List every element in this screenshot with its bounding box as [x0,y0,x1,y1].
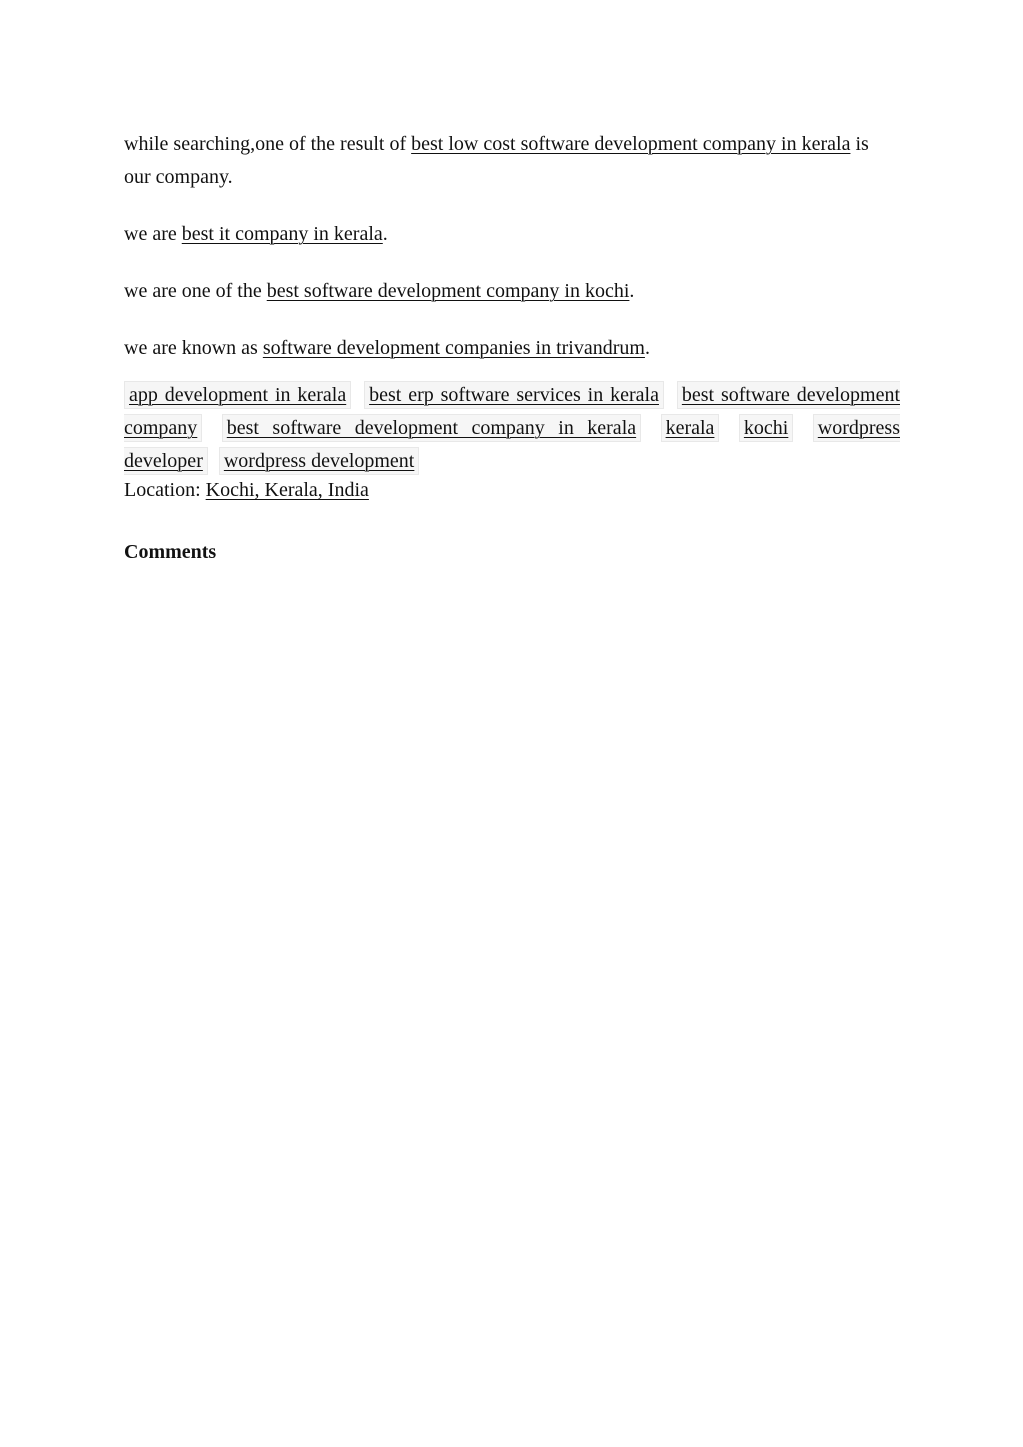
link-best-low-cost-software-development-company[interactable]: best low cost software development company in kerala [411,133,851,155]
tag-link[interactable]: kochi [739,414,793,442]
post-body [124,128,900,566]
paragraph-text: . [382,223,388,245]
paragraph-text: while searching,one of the result of [124,133,412,155]
tag-link[interactable]: best software development company [124,381,900,442]
paragraph-text: we are [124,223,182,245]
paragraph-1 [124,128,900,194]
location-link[interactable]: Kochi, Kerala, India [205,479,369,501]
tag-link[interactable]: best erp software services in kerala [364,381,664,409]
paragraph-2 [124,218,900,251]
tag-link[interactable]: app development in kerala [124,381,351,409]
link-software-development-companies-trivandrum[interactable]: software development companies in trivandrum [262,337,645,359]
tag-link[interactable]: best software development company in kerala [222,414,641,442]
paragraph-text: we are one of the [124,280,267,302]
post-location [124,478,900,502]
tag-link[interactable]: wordpress development [219,447,420,475]
paragraph-text: is our company. [124,133,869,188]
link-best-software-development-company-kochi[interactable]: best software development company in kochi [266,280,630,302]
paragraph-text: . [644,337,650,359]
paragraph-text: . [629,280,635,302]
paragraph-text: we are known as [124,337,263,359]
paragraph-3 [124,275,900,308]
link-best-it-company[interactable]: best it company in kerala [181,223,383,245]
paragraph-4 [124,332,900,365]
comments-heading: Comments [124,541,217,563]
tag-link[interactable]: wordpress developer [124,414,900,475]
location-label: Location: [124,479,206,501]
tag-link[interactable]: kerala [661,414,720,442]
tag-list [124,379,900,478]
